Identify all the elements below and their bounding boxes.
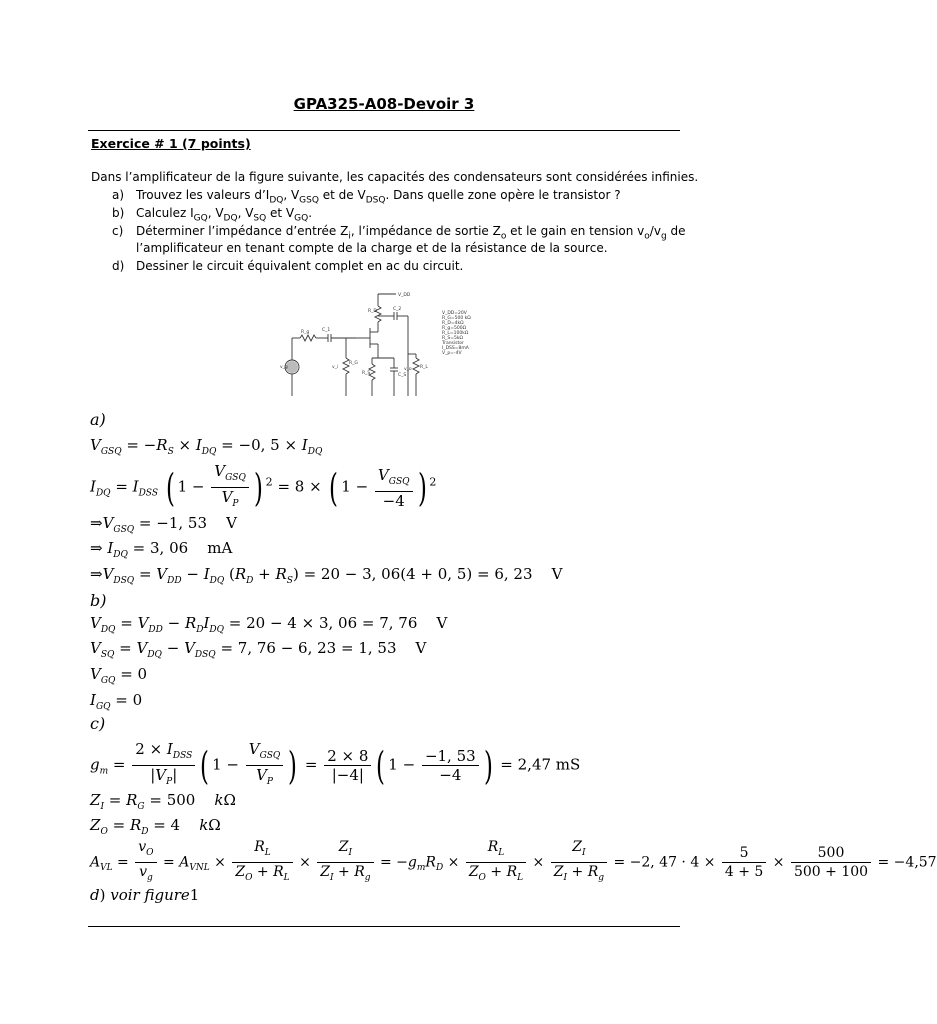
result-vdsq: $\Rightarrow V_{DSQ} = V_{DD} - I_{DQ}$ $(R_D + R_S) = 20 - 3$, 06(4 + 0, 5) = 6, 23 V [90,565,563,586]
result-vgsq: $\Rightarrow V_{GSQ} = -1$, 53 V [90,514,237,535]
circuit-label-rd: R_D [368,309,377,314]
circuit-label-vdd: V_DD [398,293,411,298]
circuit-param-transistor: Transistor [442,341,464,346]
circuit-label-cs: C_S [398,373,407,378]
circuit-param-rs: R_S=5kΩ [442,336,463,341]
equation-igq: $I_{GQ} = 0$ [90,691,143,712]
question-letter-d: d) [112,259,125,273]
circuit-param-vdd: V_DD=20V [442,311,467,316]
circuit-label-vg: v_g [280,365,288,370]
equation-avl: $A_{VL}$ = $\frac{v_O}{v_g}$ = $A_{VNL}$ × $\frac{R_L}{Z_O + R_L}$ × $\frac{Z_I}{Z_I + R_g}$ = $-g_mR_D$ × $\frac{R_L}{Z_O + R_L}$ × $\frac{Z_I}{Z_I + R_g}$ = −2, 47 · 4 × $\frac{5}{4 + 5}$ × $\frac{500}{500 + 100}$ = −4,57 [90,839,937,883]
circuit-param-vp: V_p=-4V [442,351,462,356]
result-idq: ⇒ $I_{DQ} = 3$, 06 mA [90,539,233,560]
circuit-label-vi: v_i [332,365,339,370]
equation-vgq: $V_{GQ} = 0$ [90,665,148,686]
circuit-label-c2: C_2 [393,307,402,312]
solution-label-a: a) [90,410,106,429]
equation-vdq: $V_{DQ} = V_{DD} - R_DI_{DQ} = 20 - 4 \times 3$, 06 = 7, 76 V [90,614,448,635]
circuit-param-rg: R_g=500Ω [442,326,467,331]
question-c-line1: Déterminer l’impédance d’entrée $Z_i$, l’impédance de sortie $Z_o$ et le gain en tension $v_o/v_g$ de [136,224,686,242]
circuit-label-rs: R_S [362,371,371,376]
question-letter-a: a) [112,188,125,202]
equation-idq: $I_{DQ} = I_{DSS}$ ( 1 − $\frac{V_{GSQ}}{V_P}$ ) $^2$ = 8 × ( 1 − $\frac{V_{GSQ}}{-4}$ ) $^2$ [90,462,437,510]
circuit-label-rg: R_g [301,330,310,335]
solution-label-b: b) [90,591,107,610]
bottom-divider [88,926,680,927]
question-letter-c: c) [112,224,124,238]
circuit-param-rd: R_D=4kΩ [442,321,464,326]
circuit-label-vo: v_o [404,367,412,372]
circuit-label-rl: R_L [420,365,428,370]
document-title: GPA325-A08-Devoir 3 [293,95,475,113]
circuit-param-idss: I_DSS=8mA [442,346,469,351]
equation-zo: $Z_O = R_D = 4$ kΩ [90,816,221,837]
exercise-intro: Dans l’amplificateur de la figure suivante, les capacités des condensateurs sont considérées infinies. [91,170,699,184]
equation-zi: $Z_I = R_G = 500$ kΩ [90,791,236,812]
question-letter-b: b) [112,206,125,220]
question-a: Trouvez les valeurs $d’I_{DQ}$, $V_{GSQ}$ et de $V_{DSQ}$. Dans quelle zone opère le transistor ? [136,188,621,206]
equation-gm: $g_m$ = $\frac{2 \times I_{DSS}}{|V_P|}$ ( 1 − $\frac{V_{GSQ}}{V_P}$ ) = $\frac{2 \times 8}{|-4|}$ ( 1 − $\frac{-1, 53}{-4}$ ) = 2,47 mS [90,740,581,788]
solution-label-c: c) [90,714,106,733]
equation-vsq: $V_{SQ} = V_{DQ} - V_{DSQ} = 7$, 76 − 6, 23 = 1, 53 V [90,639,427,660]
circuit-param-rgate: R_G=500 kΩ [442,316,471,321]
solution-d: d) voir figure1 [90,886,200,904]
circuit-label-rgate: R_G [349,361,358,366]
equation-vgsq: $V_{GSQ} = -R_S \times I_{DQ} = -0$, $5 \times I_{DQ}$ [90,436,323,457]
exercise-heading: Exercice # 1 (7 points) [91,136,251,151]
jfet-amplifier-circuit [276,288,480,400]
circuit-param-rl: R_L=100kΩ [442,331,469,336]
top-divider [88,130,680,131]
question-b: Calculez $I_{GQ}$, $V_{DQ}$, $V_{SQ}$ et $V_{GQ}$. [136,206,313,224]
question-c-line2: l’amplificateur en tenant compte de la charge et de la résistance de la source. [136,241,608,255]
circuit-label-c1: C_1 [322,328,331,333]
question-d: Dessiner le circuit équivalent complet en ac du circuit. [136,259,464,273]
